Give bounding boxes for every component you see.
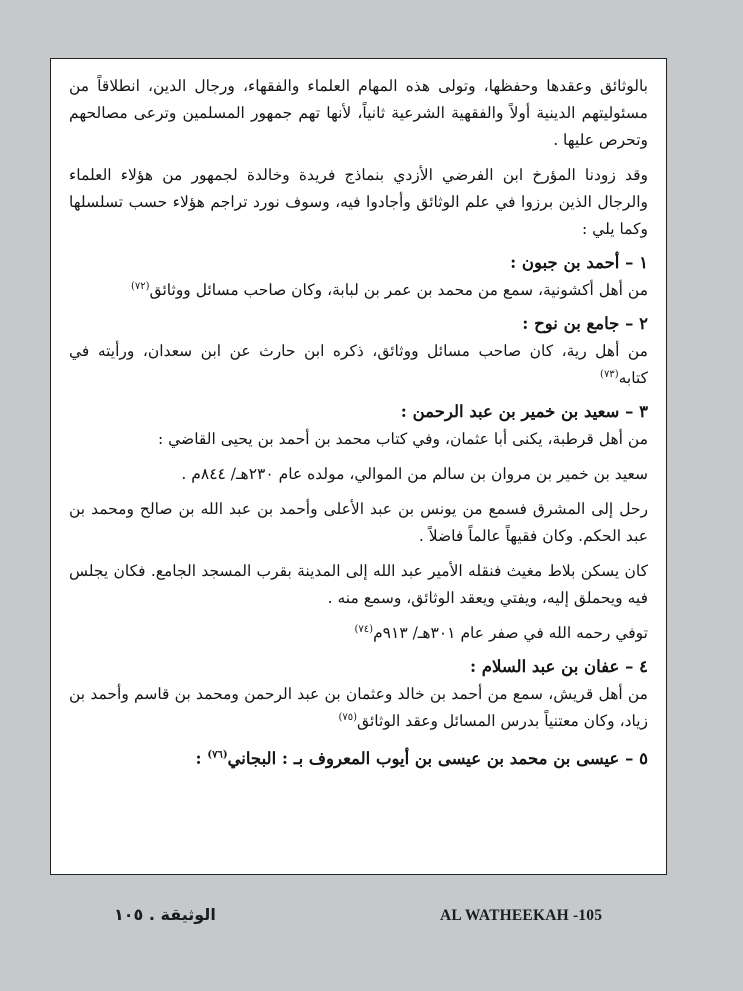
entry-3-travel — [69, 496, 648, 550]
entry-heading-5-text: ٥ – عيسى بن محمد بن عيسى بن أيوب المعروف بـ : البجاني — [227, 749, 648, 768]
entry-2-text — [69, 338, 648, 392]
entry-3-residence — [69, 558, 648, 612]
entry-3-origin — [69, 426, 648, 453]
footnote-ref-76[interactable]: (٧٦) — [207, 749, 228, 761]
entry-4-body: من أهل قريش، سمع من أحمد بن خالد وعثمان بن عبد الرحمن ومحمد بن قاسم وأحمد بن زياد، وكان معتنياً بدرس المسائل وعقد الوثائق — [69, 685, 648, 730]
entry-3-lineage — [69, 461, 648, 488]
entry-3-lineage-text: سعيد بن خمير بن مروان بن سالم من الموالي، مولده عام ٢٣٠هـ/ ٨٤٤م . — [181, 465, 648, 483]
paragraph-scholars-text: وقد زودنا المؤرخ ابن الفرضي الأزدي بنماذج فريدة وخالدة لجمهور من هؤلاء العلماء والرجال الذين برزوا في علم الوثائق وأجادوا فيه، وسوف نورد تراجم هؤلاء حسب تسلسلها وكما يلي : — [69, 166, 648, 238]
footnote-ref-72[interactable]: (٧٢) — [130, 280, 150, 292]
entry-heading-2: ٢ – جامع بن نوح : — [522, 314, 648, 333]
entry-2-body: من أهل رية، كان صاحب مسائل ووثائق، ذكره ابن حارث عن ابن سعدان، ورأيته في كتابه — [69, 342, 648, 387]
entry-4-text — [69, 681, 648, 735]
entry-3-residence-text: كان يسكن بلاط مغيث فنقله الأمير عبد الله إلى المدينة بقرب المسجد الجامع. فكان يجلس فيه ويحملق إليه، ويفتي ويعقد الوثائق، وسمع منه . — [69, 562, 648, 607]
entry-3-death — [69, 620, 648, 647]
entry-heading-5 — [69, 744, 648, 773]
entry-3-origin-text: من أهل قرطبة، يكنى أبا عثمان، وفي كتاب محمد بن أحمد بن يحيى القاضي : — [157, 430, 648, 448]
footnote-ref-74[interactable]: (٧٤) — [354, 623, 374, 635]
document-body — [69, 73, 648, 773]
footer-arabic-page-label: الوثيقة . ١٠٥ — [114, 905, 216, 924]
page-frame — [50, 58, 667, 875]
entry-heading-1: ١ – أحمد بن جبون : — [510, 253, 648, 272]
footnote-ref-75[interactable]: (٧٥) — [338, 711, 358, 723]
entry-3-death-text: توفي رحمه الله في صفر عام ٣٠١هـ/ ٩١٣م — [373, 624, 648, 642]
entry-heading-5-colon: : — [195, 749, 208, 768]
entry-heading-3: ٣ – سعيد بن خمير بن عبد الرحمن : — [400, 402, 648, 421]
entry-heading-4: ٤ – عفان بن عبد السلام : — [469, 657, 648, 676]
footer-english-page-label: AL WATHEEKAH -105 — [440, 907, 603, 924]
page-footer — [0, 905, 743, 935]
paragraph-intro — [69, 73, 648, 154]
paragraph-intro-text: بالوثائق وعقدها وحفظها، وتولى هذه المهام العلماء والفقهاء، ورجال الدين، انطلاقاً من مسئوليتهم الدينية أولاً والفقهية الشرعية ثانياً، لأنها تهم جمهور المسلمين وترعى مصالحهم وتحرص عليها . — [69, 77, 648, 149]
footnote-ref-73[interactable]: (٧٣) — [600, 368, 619, 380]
paragraph-scholars — [69, 162, 648, 243]
entry-1-text — [69, 277, 648, 304]
entry-1-body: من أهل أكشونية، سمع من محمد بن عمر بن لبابة، وكان صاحب مسائل ووثائق — [149, 281, 648, 299]
entry-3-travel-text: رحل إلى المشرق فسمع من يونس بن عبد الأعلى وأحمد بن عبد الله بن صالح ومحمد بن عبد الحكم. وكان فقيهاً عالماً فاضلاً . — [69, 500, 648, 545]
